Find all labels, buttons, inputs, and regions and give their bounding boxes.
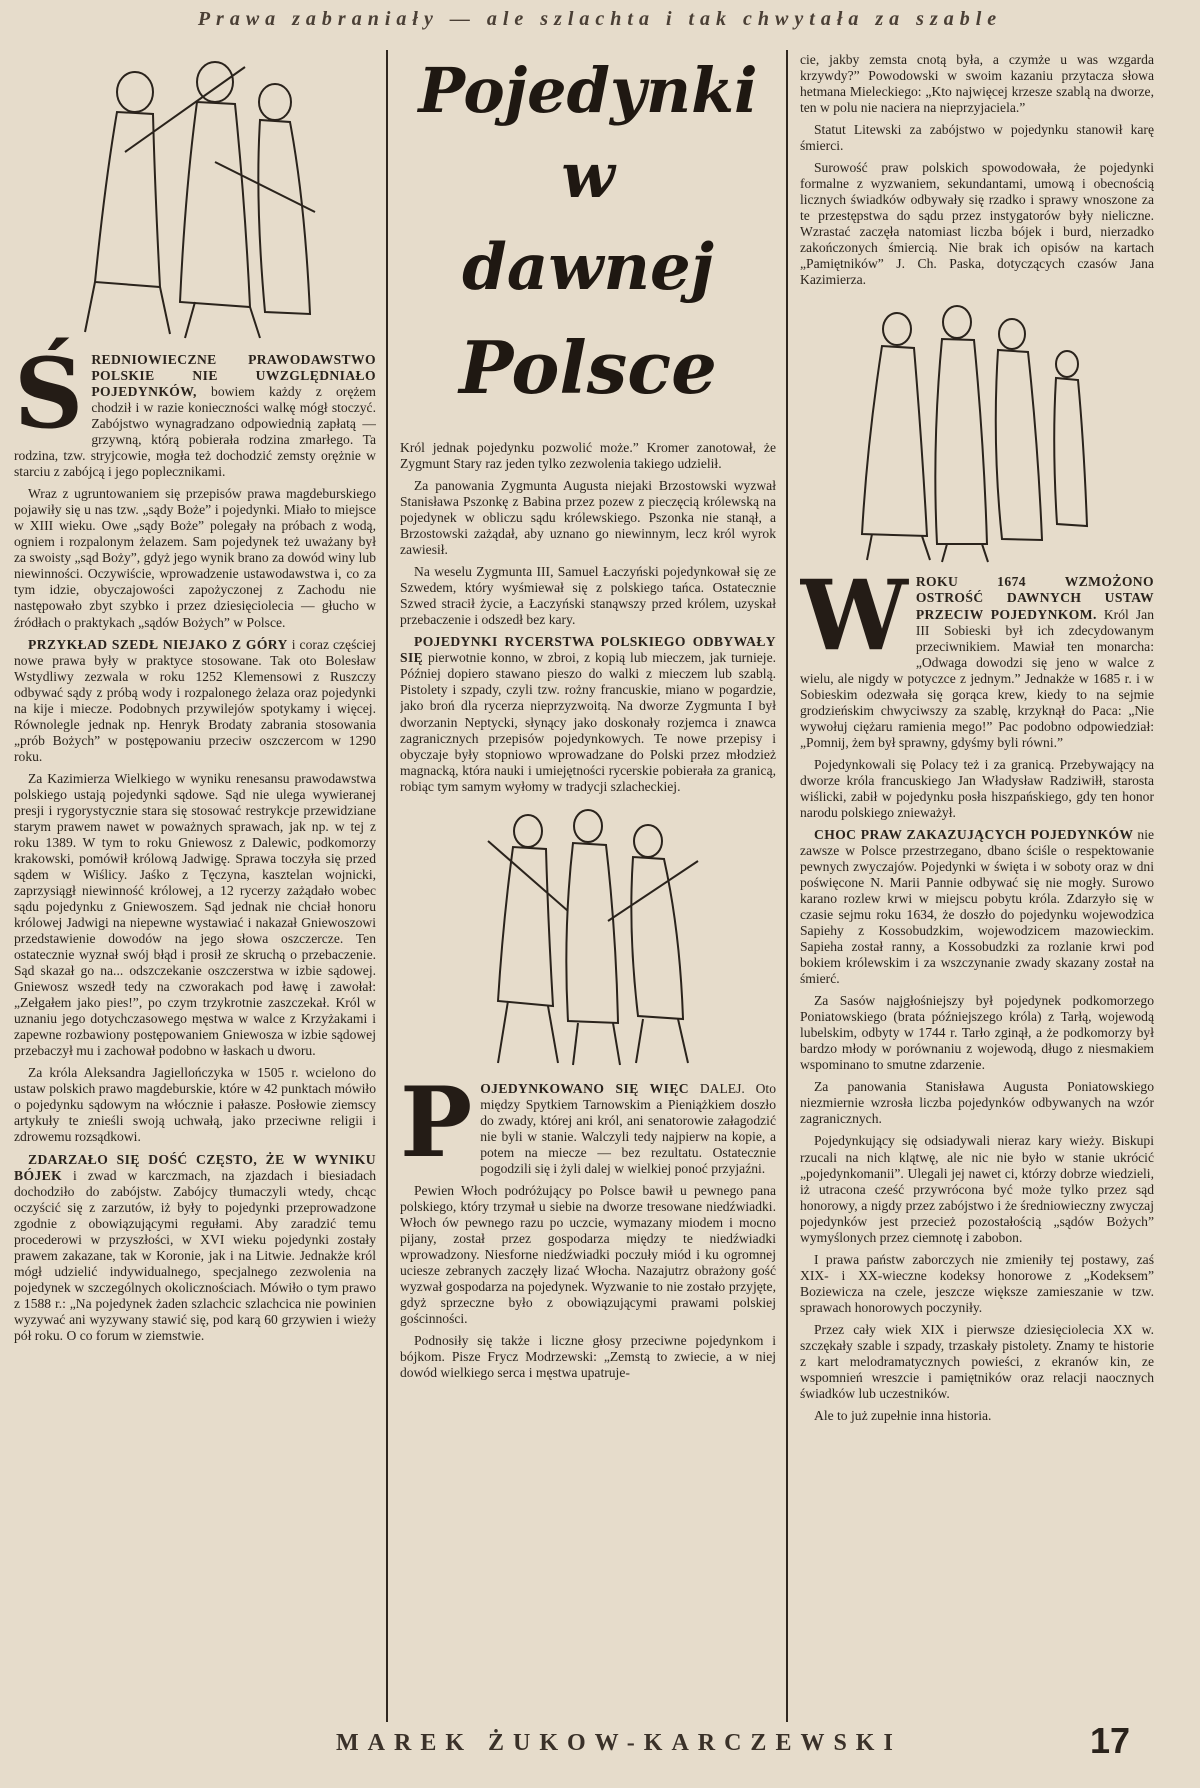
paragraph-lead: REDNIOWIECZNE PRAWODAWSTWO POLSKIE NIE UWZGLĘDNIAŁO POJEDYNKÓW, [91,352,376,400]
paragraph: pierwotnie konno, w zbroi, z kopią lub mieczem, jak turnieje. Później dopiero stawano pieszo do walki z mieczem lub szablą. Pistolety i szpady, czyli tzw. rożny francuskie, miano w pogardzie, jako broń dla rycerza nieprzyzwoitą. Na dworze Zygmunta I był dworzanin Neptycki, słynący jako doskonały rozjemca i znawca zagranicznych przepisów pojedynkowych. Te nowe przepisy i obyczaje były stopniowo wprowadzane do Polski przez młodzież magnacką, która nauki i umiejętności rycerskie pobierała za granicą, robiąc tym samym wyłomy w tradycji szlacheckiej. [400,650,776,794]
paragraph: Za panowania Zygmunta Augusta niejaki Brzostowski wyzwał Stanisława Pszonkę z Babina przez pozew z pieczęcią królewską na pojedynek w obliczu sądu królewskiego. Pszonka nie stanął, a Brzostowski zażądał, aby uznano go niewinnym, lecz król wyrok zawiesił. [400,478,776,558]
title-line: Pojedynki [418,54,758,127]
paragraph: Za króla Aleksandra Jagiellończyka w 1505 r. wcielono do ustaw polskich prawo magdeburskie, które w 42 punktach mówiło o pojedynku sądowym na włócznie i pałasze. Posłowie ziemscy artykuły te znieśli swoją uchwałą, jako przeciwne religii i zdrowemu rozsądkowi. [14,1065,376,1145]
page-number: 17 [1090,1720,1131,1761]
paragraph: Król Jan III Sobieski był ich zdecydowanym przeciwnikiem. Mawiał ten monarcha: „Odwaga dowodzi się jeno w walce z wielu, ale nigdy w potyczce z jednym.” Jednakże w 1685 r. i w Sobieskim odezwała się gorąca krew, kiedy to na sejmie grodzieńskim chwyciwszy za szablę, krzyknął do Paca: „Nie wywołuj ciężaru ramienia mego!” Pac podobno odpowiedział: „Pomnij, żem był sprawny, gdyśmy byli równi.” [800,606,1154,750]
sword-fight-illustration [468,801,708,1071]
paragraph: Pojedynkowali się Polacy też i za granicą. Przebywający na dworze króla francuskiego Jan Władysław Radziwiłł, starosta wiślicki, zabił w pojedynku posła hiszpańskiego, gdy ten honor narodu polskiego znieważył. [800,756,1154,820]
paragraph: Wraz z ugruntowaniem się przepisów prawa magdeburskiego pojawiły się u nas tzw. „sądy Boże” i pojedynki. Miało to miejsce w XIII wieku. Owe „sądy Boże” polegały na próbach z wodą, ogniem i rozpalonym żelazem. Sam pojedynek też uważany był za swoisty „sąd Boży”, gdyż jego wynik brano za dowód winy lub niewinności. Oczywiście, wprowadzenie ustawodawstwa i, co za tym idzie, obyczajowości zapożyczonej z Zachodu nie następowało zbyt szybko i przez dziesięciolecia — głucho w źródłach o praktykach „sądów Bożych” w Polsce. [14,486,376,630]
paragraph: Przez cały wiek XIX i pierwsze dziesięciolecia XX w. szczękały szable i szpady, trzaskały pistolety. Znamy te historie z kart melodramatycznych powieści, z ekranów kin, ze wspomnień wreszcie i pamiętników oraz relacji naocznych świadków lub uczestników. [800,1321,1154,1401]
paragraph-lead: PRZYKŁAD SZEDŁ NIEJAKO Z GÓRY [28,636,288,652]
paragraph: nie zawsze w Polsce przestrzegano, dbano ściśle o respektowanie pewnych zwyczajów. Pojedynki w święta i w soboty oraz w dni poświęcone N. Marii Pannie odbywać się nie mogły. Surowo karano rozlew krwi w miejscu pobytu króla. Zdarzyło się w czasie sejmu roku 1634, że doszło do pojedynku wojewodzica Sapiehy z Kossobudzkim, wojewodzicem mazowieckim. Sapieha został ranny, a Kossobudzki za rozlanie krwi pod bokiem królewskim i za wszczynanie zwady skazany został na śmierć. [800,826,1154,987]
paragraph: Statut Litewski za zabójstwo w pojedynku stanowił karę śmierci. [800,122,1154,154]
paragraph: Na weselu Zygmunta III, Samuel Łaczyński pojedynkował się ze Szwedem, który wyśmiewał się z polskiego tańca. Ostatecznie Szwed stracił życie, a Łaczyński stanąwszy przed królem, uzyskał przebaczenie i odszedł bez kary. [400,564,776,628]
paragraph-lead: ZDARZAŁO SIĘ DOŚĆ CZĘSTO, ŻE W WYNIKU BÓJEK [14,1151,376,1183]
column-rule [386,50,388,1722]
column-1 [14,52,376,1724]
dropcap: Ś [14,337,84,450]
paragraph: Pewien Włoch podróżujący po Polsce bawił u pewnego pana polskiego, który trzymał u siebie na dworze tresowane niedźwiadki. Włoch ów pewnego razu po uczcie, wymazany miodem i mocno pijany, został przez gospodarza między te niedźwiadki wprowadzony. Niesforne niedźwiadki poczuły miód i ku ogromnej uciesze zebranych zaczęły lizać Włocha. Nazajutrz obrażony gość wyzwał gospodarza na pojedynek. Wyzwanie to nie zostało przyjęte, gdyż sprzeczne było z obowiązującymi prawami polskiej gościnności. [400,1182,776,1327]
paragraph: Za Sasów najgłośniejszy był pojedynek podkomorzego Poniatowskiego (brata późniejszego króla) z Tarłą, wojewodą lubelskim, odbyty w 1744 r. Tarło zginął, a że podkomorzy był bardzo młody w porównaniu z wojewodą, długo z niesmakiem wspominano to smutne zdarzenie. [800,993,1154,1073]
dropcap: P [400,1065,473,1179]
paragraph: Ale to już zupełnie inna historia. [814,1407,992,1423]
paragraph: Podnosiły się także i liczne głosy przeciwne pojedynkom i bójkom. Pisze Frycz Modrzewski: „Zemstą to zwiecie, a w niej dowód wielkiego serca i męstwa upatruje- [400,1333,776,1381]
author-byline: MAREK ŻUKOW-KARCZEWSKI [336,1730,902,1756]
kicker-headline: Prawa zabraniały — ale szlachta i tak chwytała za szable [197,8,1003,30]
paragraph-lead: OJEDYNKOWANO SIĘ WIĘC [480,1080,690,1096]
paragraph-lead: ROKU 1674 WZMOŻONO OSTROŚĆ DAWNYCH USTAW PRZECIW POJEDYNKOM. [915,574,1154,622]
dropcap: W [800,559,908,673]
article-title [400,52,776,422]
title-line: dawnej [462,230,714,305]
title-line: Polsce [459,325,717,410]
paragraph: Pojedynkujący się odsiadywali nieraz kary wieży. Biskupi rzucali na nich klątwę, ale nic nie było w stanie ukrócić „pojedynkomanii”. Ulegali jej nawet ci, którzy dobrze wiedzieli, iż utracona cześć przywrócona być może tylko przez sąd honorowy, a nigdy przez zabójstwo i że średniowieczny zwyczaj pojedynków jest przecież pozostałością „sądów Bożych” wymyślonych przez ciemnotę i zabobon. [800,1133,1154,1245]
paragraph: Surowość praw polskich spowodowała, że pojedynki formalne z wyzwaniem, sekundantami, umową i obecnością licznych świadków odbywały się rzadko i sprawy wnoszone za te przestępstwa do sądu przez instygatorów były nieliczne. Wzrastać zaczęła natomiast liczba bójek i burd, nierzadko zakończonych śmiercią. Nie brak ich opisów na kartach „Pamiętników” J. Ch. Paska, dotyczących czasów Jana Kazimierza. [800,160,1154,288]
column-3 [800,52,1154,1724]
column-rule [786,50,788,1722]
paragraph: i zwad w karczmach, na zjazdach i biesiadach dochodziło do zabójstw. Zabójcy tłumaczyli wtedy, chcąc oczyścić się z zarzutów, iż były to pojedynki przeprowadzone zgodnie z obowiązującymi regułami. Aby zaradzić temu procederowi w przyszłości, w XVI wieku pojedynki zostały prawem zakazane, tak w Koronie, jak i na Litwie. Jednakże król mógł udzielić indywidualnego, specjalnego zezwolenia na pojedynek w szczególnych okolicznościach. Mówiło o tym prawo z 1588 r.: „Na pojedynek żaden szlachcic szlachcica nie powinien wyzywać ani wyzywany stawić się, pod karą 60 grzywien i wieży pół roku. O co forum w ziemstwie. [14,1167,376,1343]
paragraph: Król jednak pojedynku pozwolić może.” Kromer zanotował, że Zygmunt Stary raz jeden tylko zezwolenia takiego udzielił. [400,440,776,472]
paragraph-lead: POJEDYNKI RYCERSTWA POLSKIEGO ODBYWAŁY SIĘ [400,634,776,666]
title-line: w [561,139,615,212]
paragraph: I prawa państw zaborczych nie zmieniły tej postawy, zaś XIX- i XX-wieczne kodeksy honorowe z „Kodeksem” Boziewicza na czele, jeszcze większe zamieszanie w tzw. sprawach honorowych poczyniły. [800,1251,1154,1315]
paragraph: i coraz częściej nowe prawa były w praktyce stosowane. Tak oto Bolesław Wstydliwy zezwala w roku 1252 Klemensowi z Ruszczy odbywać sądy z próbą wody i rozpalonego żelaza oraz pojedynki na kije i miecze. Podobnych przywilejów spotykamy i więcej. Równolegle jednak np. Henryk Brodaty zabrania stosowania „prób Bożych” w postępowaniu przeciw oszczercom w 1290 roku. [14,636,376,764]
paragraph: DALEJ. Oto między Spytkiem Tarnowskim a Pieniążkiem doszło do zwady, której ani król, ani senatorowie załagodzić nie byli w stanie. Walczyli tedy najpierw na kopie, a potem na miecze — bez rezultatu. Ostatecznie pogodzili się i żyli dalej w wielkiej ponoć przyjaźni. [480,1080,776,1176]
paragraph: Za panowania Stanisława Augusta Poniatowskiego niezmiernie wzrosła liczba pojedynków odbywanych na wzór zagranicznych. [800,1079,1154,1127]
paragraph: bowiem każdy z orężem chodził i w razie konieczności walkę mógł stoczyć. Zabójstwo wynagradzano odpowiednią zapłatą — grzywną, którą pobierała rodzina zmarłego. Ta rodzina, tzw. stryjcowie, mogła też dochodzić zemsty orężnie w starciu z zabójcą i jego poplecznikami. [14,384,376,480]
paragraph: Za Kazimierza Wielkiego w wyniku renesansu prawodawstwa polskiego ustają pojedynki sądowe. Sąd nie ulega wywieranej presji i rygorystycznie stara się stosować restrykcje przewidziane starym prawem nawet w poważnych sprawach, jak np. w tej z roku 1389. W tym to roku Gniewosz z Dalewic, podkomorzy krakowski, pomówił królową Jadwigę. Sprawa toczyła się przed sądem w Wiślicy. Jaśko z Tęczyna, kasztelan wojnicki, zaprzysiągł niewinność królowej, a 12 rycerzy zażądało wobec sądu pojedynku z Gniewoszem. Sąd jednak nie chciał honoru królowej Jadwigi na niepewne wystawiać i nakazał Gniewoszowi przedstawienie dowodów na jego słowa oszczercze. Ten ostatecznie wyznał swój błąd i prosił ze skruchą o przebaczenie. Sąd skazał go na... odszczekanie oszczerstwa w izbie sądowej. Gniewosz wszedł tedy na czworakach pod ławę i zawołał: „Zełgałem jako pies!”, po czym trzykrotnie zaszczekał. Król w uznaniu jego dotychczasowego męstwa w walce z Krzyżakami i zapewne rozbawiony postępowaniem Gniewosza w izbie sądowej przebaczył mu i zachował podobno w łaskach u dworu. [14,770,376,1059]
column-2 [400,52,776,1724]
paragraph: cie, jakby zemsta cnotą była, a czymże u was wzgarda krzywdy?” Powodowski w swoim kazaniu przytacza słowa hetmana Mieleckiego: „Kto najwięcej krzesze szablą na dworze, ten w polu nie naciera na nieprzyjaciela.” [800,52,1154,116]
duel-brawl-illustration [65,52,325,342]
paragraph-lead: CHOC PRAW ZAKAZUJĄCYCH POJEDYNKÓW [814,826,1134,842]
nobles-standing-illustration [852,294,1102,564]
